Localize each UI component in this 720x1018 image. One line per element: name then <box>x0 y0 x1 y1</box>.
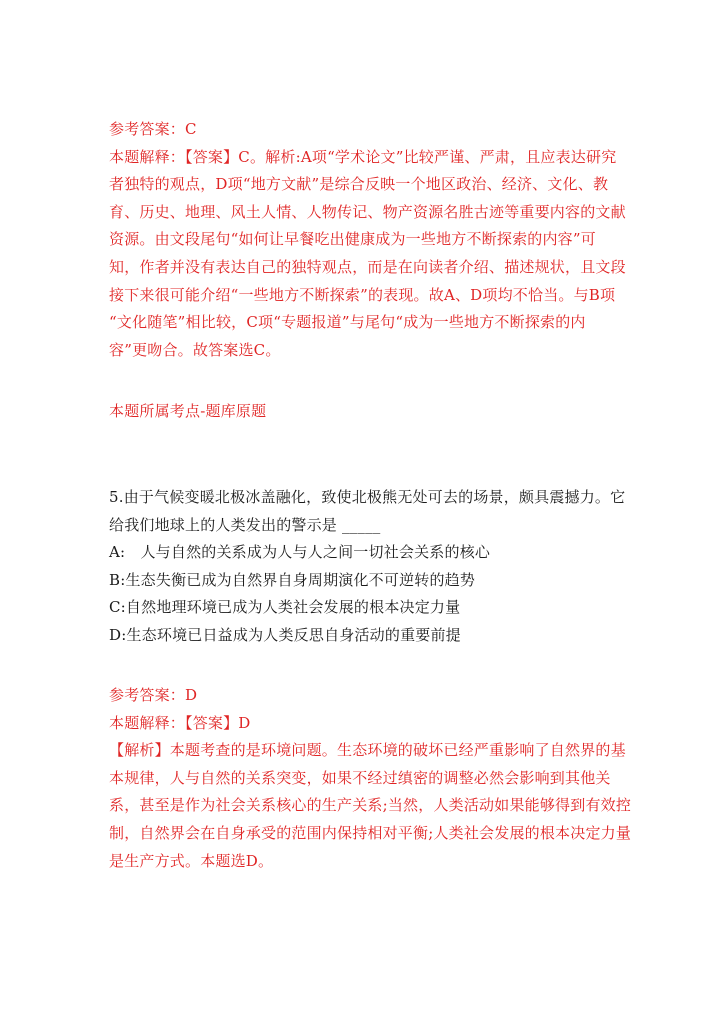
q4-answer-block <box>109 116 626 364</box>
q4-answer-line: 参考答案：C <box>109 120 197 138</box>
q4-explanation-line: “文化随笔”相比较，C项“专题报道”与尾句“成为一些地方不断探索的内 <box>109 313 586 332</box>
q5-analysis-line: 是生产方式。本题选D。 <box>109 851 274 870</box>
q4-category: 本题所属考点-题库原题 <box>109 402 267 420</box>
q4-explanation-line: 容”更吻合。故答案选C。 <box>109 340 281 359</box>
q4-explanation-line: 资源。由文段尾句“如何让早餐吃出健康成为一些地方不断探索的内容”可 <box>109 230 596 249</box>
option-d: D:生态环境已日益成为人类反思自身活动的重要前提 <box>109 625 461 644</box>
q5-analysis-line: 制，自然界会在自身承受的范围内保持相对平衡;人类社会发展的根本决定力量 <box>109 823 632 842</box>
option-b: B:生态失衡已成为自然界自身周期演化不可逆转的趋势 <box>109 570 476 589</box>
q5-analysis-line: 本规律，人与自然的关系突变，如果不经过缜密的调整必然会影响到其他关 <box>109 768 611 787</box>
question5-block <box>109 484 626 650</box>
q5-explanation-head: 本题解释：【答案】D <box>109 713 251 732</box>
q4-explanation-line: 接下来很可能介绍“一些地方不断探索”的表现。故A、D项均不恰当。与B项 <box>109 285 616 304</box>
option-a: A: 人与自然的关系成为人与人之间一切社会关系的核心 <box>109 543 491 562</box>
q4-explanation-line: 育、历史、地理、风土人情、人物传记、物产资源名胜古迹等重要内容的文献 <box>109 202 626 221</box>
q5-analysis-line: 系，甚至是作为社会关系核心的生产关系;当然，人类活动如果能够得到有效控 <box>109 796 632 815</box>
question5-stem-line: 5.由于气候变暖北极冰盖融化，致使北极熊无处可去的场景，颇具震撼力。它 <box>109 488 626 506</box>
q4-explanation-line: 知，作者并没有表达自己的独特观点，而是在向读者介绍、描述规状，且文段 <box>109 257 626 276</box>
q5-answer-block <box>109 682 632 875</box>
q4-category-block <box>109 398 614 426</box>
q5-answer-line: 参考答案：D <box>109 686 198 704</box>
option-c: C:自然地理环境已成为人类社会发展的根本决定力量 <box>109 598 461 617</box>
question5-stem-line: 给我们地球上的人类发出的警示是 _____ <box>109 515 381 534</box>
q4-explanation-line: 者独特的观点，D项“地方文献”是综合反映一个地区政治、经济、文化、教 <box>109 175 609 194</box>
q5-analysis-line: 【解析】本题考查的是环境问题。生态环境的破坏已经严重影响了自然界的基 <box>109 741 626 760</box>
q4-explanation-line: 本题解释：【答案】C。解析:A项“学术论文”比较严谨、严肃，且应表达研究 <box>109 147 617 166</box>
